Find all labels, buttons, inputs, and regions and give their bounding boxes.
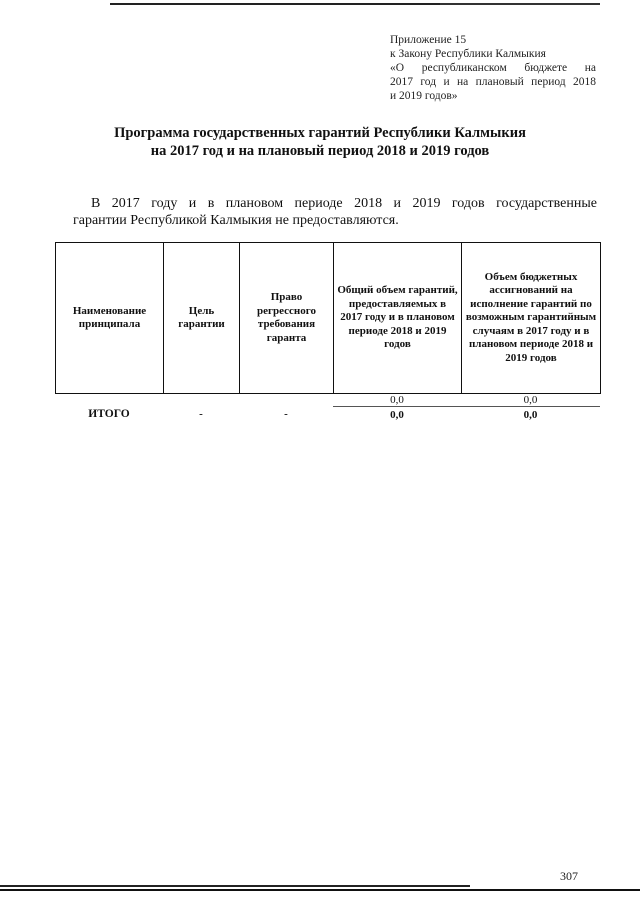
scan-line-top-right bbox=[440, 3, 600, 5]
intro-paragraph bbox=[73, 195, 597, 229]
total-regress: - bbox=[284, 408, 288, 420]
table-row-total bbox=[55, 392, 600, 432]
document-title bbox=[60, 124, 580, 160]
total-volume-value: 0,0 bbox=[390, 394, 404, 406]
appendix-line: Приложение 15 bbox=[390, 34, 467, 46]
scan-line-bottom bbox=[0, 885, 470, 887]
appendix-line: и 2019 годов» bbox=[390, 90, 458, 102]
divider bbox=[333, 406, 600, 407]
appendix-note bbox=[390, 33, 596, 103]
header-purpose: Цель гарантии bbox=[164, 243, 240, 394]
header-total-volume: Общий объем гарантий, предоставляемых в 2017 году и в плановом периоде 2018 и 2019 годов bbox=[334, 243, 462, 394]
guarantees-table bbox=[55, 242, 601, 394]
intro-line: В 2017 году и в плановом периоде 2018 и 2019 годов государственные bbox=[91, 196, 597, 211]
table-header-row bbox=[56, 243, 601, 394]
header-regress: Право регрессного требования гаранта bbox=[240, 243, 334, 394]
header-allocations: Объем бюджетных ассигнований на исполнение гарантий по возможным гарантийным случаям в 2017 году и в плановом периоде 2018 и 2019 годов bbox=[462, 243, 601, 394]
total-label: ИТОГО bbox=[88, 408, 130, 420]
appendix-line: «О республиканском бюджете на bbox=[390, 62, 596, 74]
total-allocation-sum: 0,0 bbox=[523, 409, 538, 421]
total-purpose: - bbox=[199, 408, 203, 420]
appendix-line: к Закону Республики Калмыкия bbox=[390, 48, 546, 60]
title-line: на 2017 год и на плановый период 2018 и 2019 годов bbox=[150, 143, 490, 159]
total-volume-sum: 0,0 bbox=[390, 409, 404, 421]
scan-line-bottom-full bbox=[0, 889, 640, 891]
title-line: Программа государственных гарантий Республики Калмыкия bbox=[114, 125, 526, 141]
intro-line: гарантии Республикой Калмыкия не предоставляются. bbox=[73, 213, 399, 228]
total-allocation-value: 0,0 bbox=[523, 394, 538, 406]
appendix-line: 2017 год и на плановый период 2018 bbox=[390, 76, 596, 88]
header-principal: Наименование принципала bbox=[56, 243, 164, 394]
page-number: 307 bbox=[560, 869, 578, 883]
